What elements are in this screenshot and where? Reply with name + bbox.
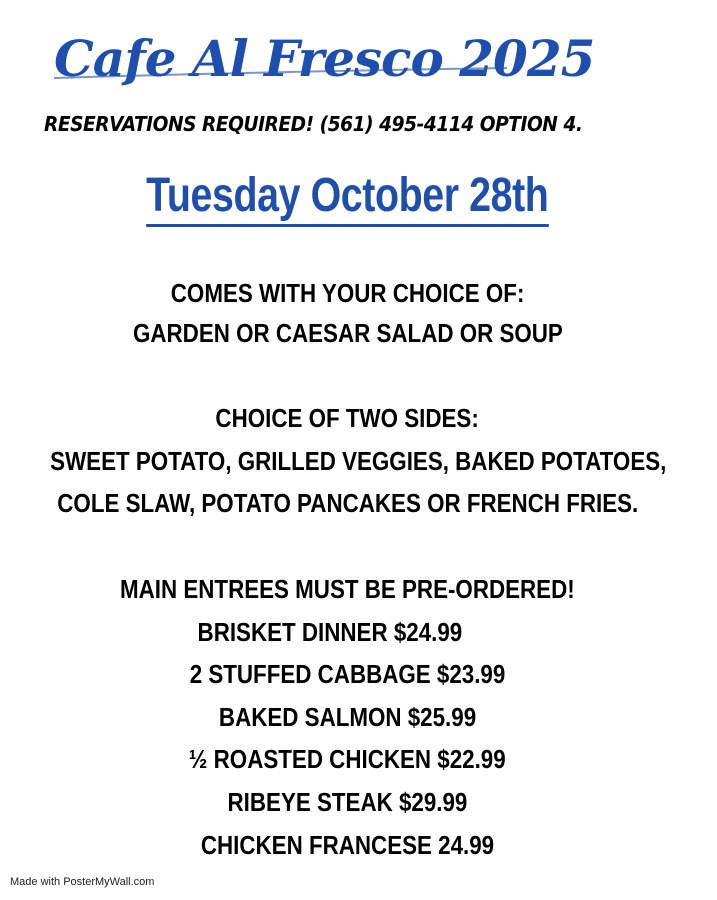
reservations-note: RESERVATIONS REQUIRED! (561) 495-4114 OPTION 4. <box>44 112 583 136</box>
entree-item: CHICKEN FRANCESE 24.99 <box>200 830 495 860</box>
sides-line-2: COLE SLAW, POTATO PANCAKES OR FRENCH FRIES. <box>57 488 638 518</box>
choice-line-1: COMES WITH YOUR CHOICE OF: <box>170 278 525 308</box>
logo-text: Cafe Al Fresco 2025 <box>54 29 595 88</box>
event-date <box>0 168 695 227</box>
entree-item: RIBEYE STEAK $29.99 <box>227 787 468 817</box>
entree-item: 2 STUFFED CABBAGE $23.99 <box>189 659 506 689</box>
sides-line-1: SWEET POTATO, GRILLED VEGGIES, BAKED POTATOES, <box>50 446 667 476</box>
cafe-logo <box>52 28 595 90</box>
footer-credit[interactable]: Made with PosterMyWall.com <box>10 876 155 888</box>
sides-title: CHOICE OF TWO SIDES: <box>215 403 480 433</box>
entree-item: BRISKET DINNER $24.99 <box>197 617 462 647</box>
entree-item: ½ ROASTED CHICKEN $22.99 <box>189 744 506 774</box>
entrees-title: MAIN ENTREES MUST BE PRE-ORDERED! <box>120 574 575 604</box>
choice-line-2: GARDEN OR CAESAR SALAD OR SOUP <box>132 318 563 348</box>
entree-item: BAKED SALMON $25.99 <box>218 702 477 732</box>
date-text: Tuesday October 28th <box>146 168 548 227</box>
